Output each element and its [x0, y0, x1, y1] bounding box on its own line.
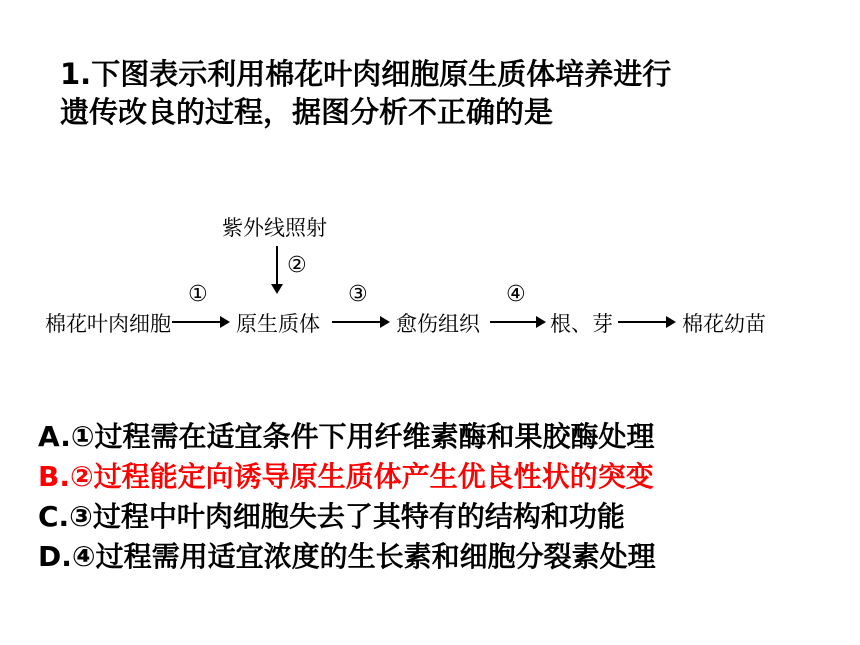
option-a: A.①过程需在适宜条件下用纤维素酶和果胶酶处理 [38, 420, 655, 453]
arrow-step-4 [490, 321, 544, 323]
node-callus: 愈伤组织 [396, 312, 480, 336]
option-c: C.③过程中叶肉细胞失去了其特有的结构和功能 [38, 500, 625, 533]
node-roots-buds: 根、芽 [550, 312, 613, 336]
step-1-marker: ① [188, 282, 208, 307]
arrow-to-seedling [618, 321, 674, 323]
option-b: B.②过程能定向诱导原生质体产生优良性状的突变 [38, 460, 654, 493]
step-3-marker: ③ [348, 282, 368, 307]
arrow-step-1 [172, 321, 228, 323]
step-4-marker: ④ [506, 282, 526, 307]
step-2-marker: ② [287, 253, 307, 278]
question-line-2: 遗传改良的过程，据图分析不正确的是 [60, 95, 554, 129]
question-line-1: 1.下图表示利用棉花叶肉细胞原生质体培养进行 [60, 57, 672, 91]
node-protoplast: 原生质体 [236, 312, 320, 336]
arrow-step-3 [332, 321, 388, 323]
question-stem [60, 55, 820, 131]
node-mesophyll-cell: 棉花叶肉细胞 [45, 312, 171, 336]
answer-options [38, 417, 838, 577]
uv-down-arrow [276, 246, 278, 292]
process-diagram [0, 200, 860, 350]
option-d: D.④过程需用适宜浓度的生长素和细胞分裂素处理 [38, 540, 656, 573]
node-cotton-seedling: 棉花幼苗 [682, 312, 766, 336]
uv-irradiation-label: 紫外线照射 [222, 216, 327, 240]
